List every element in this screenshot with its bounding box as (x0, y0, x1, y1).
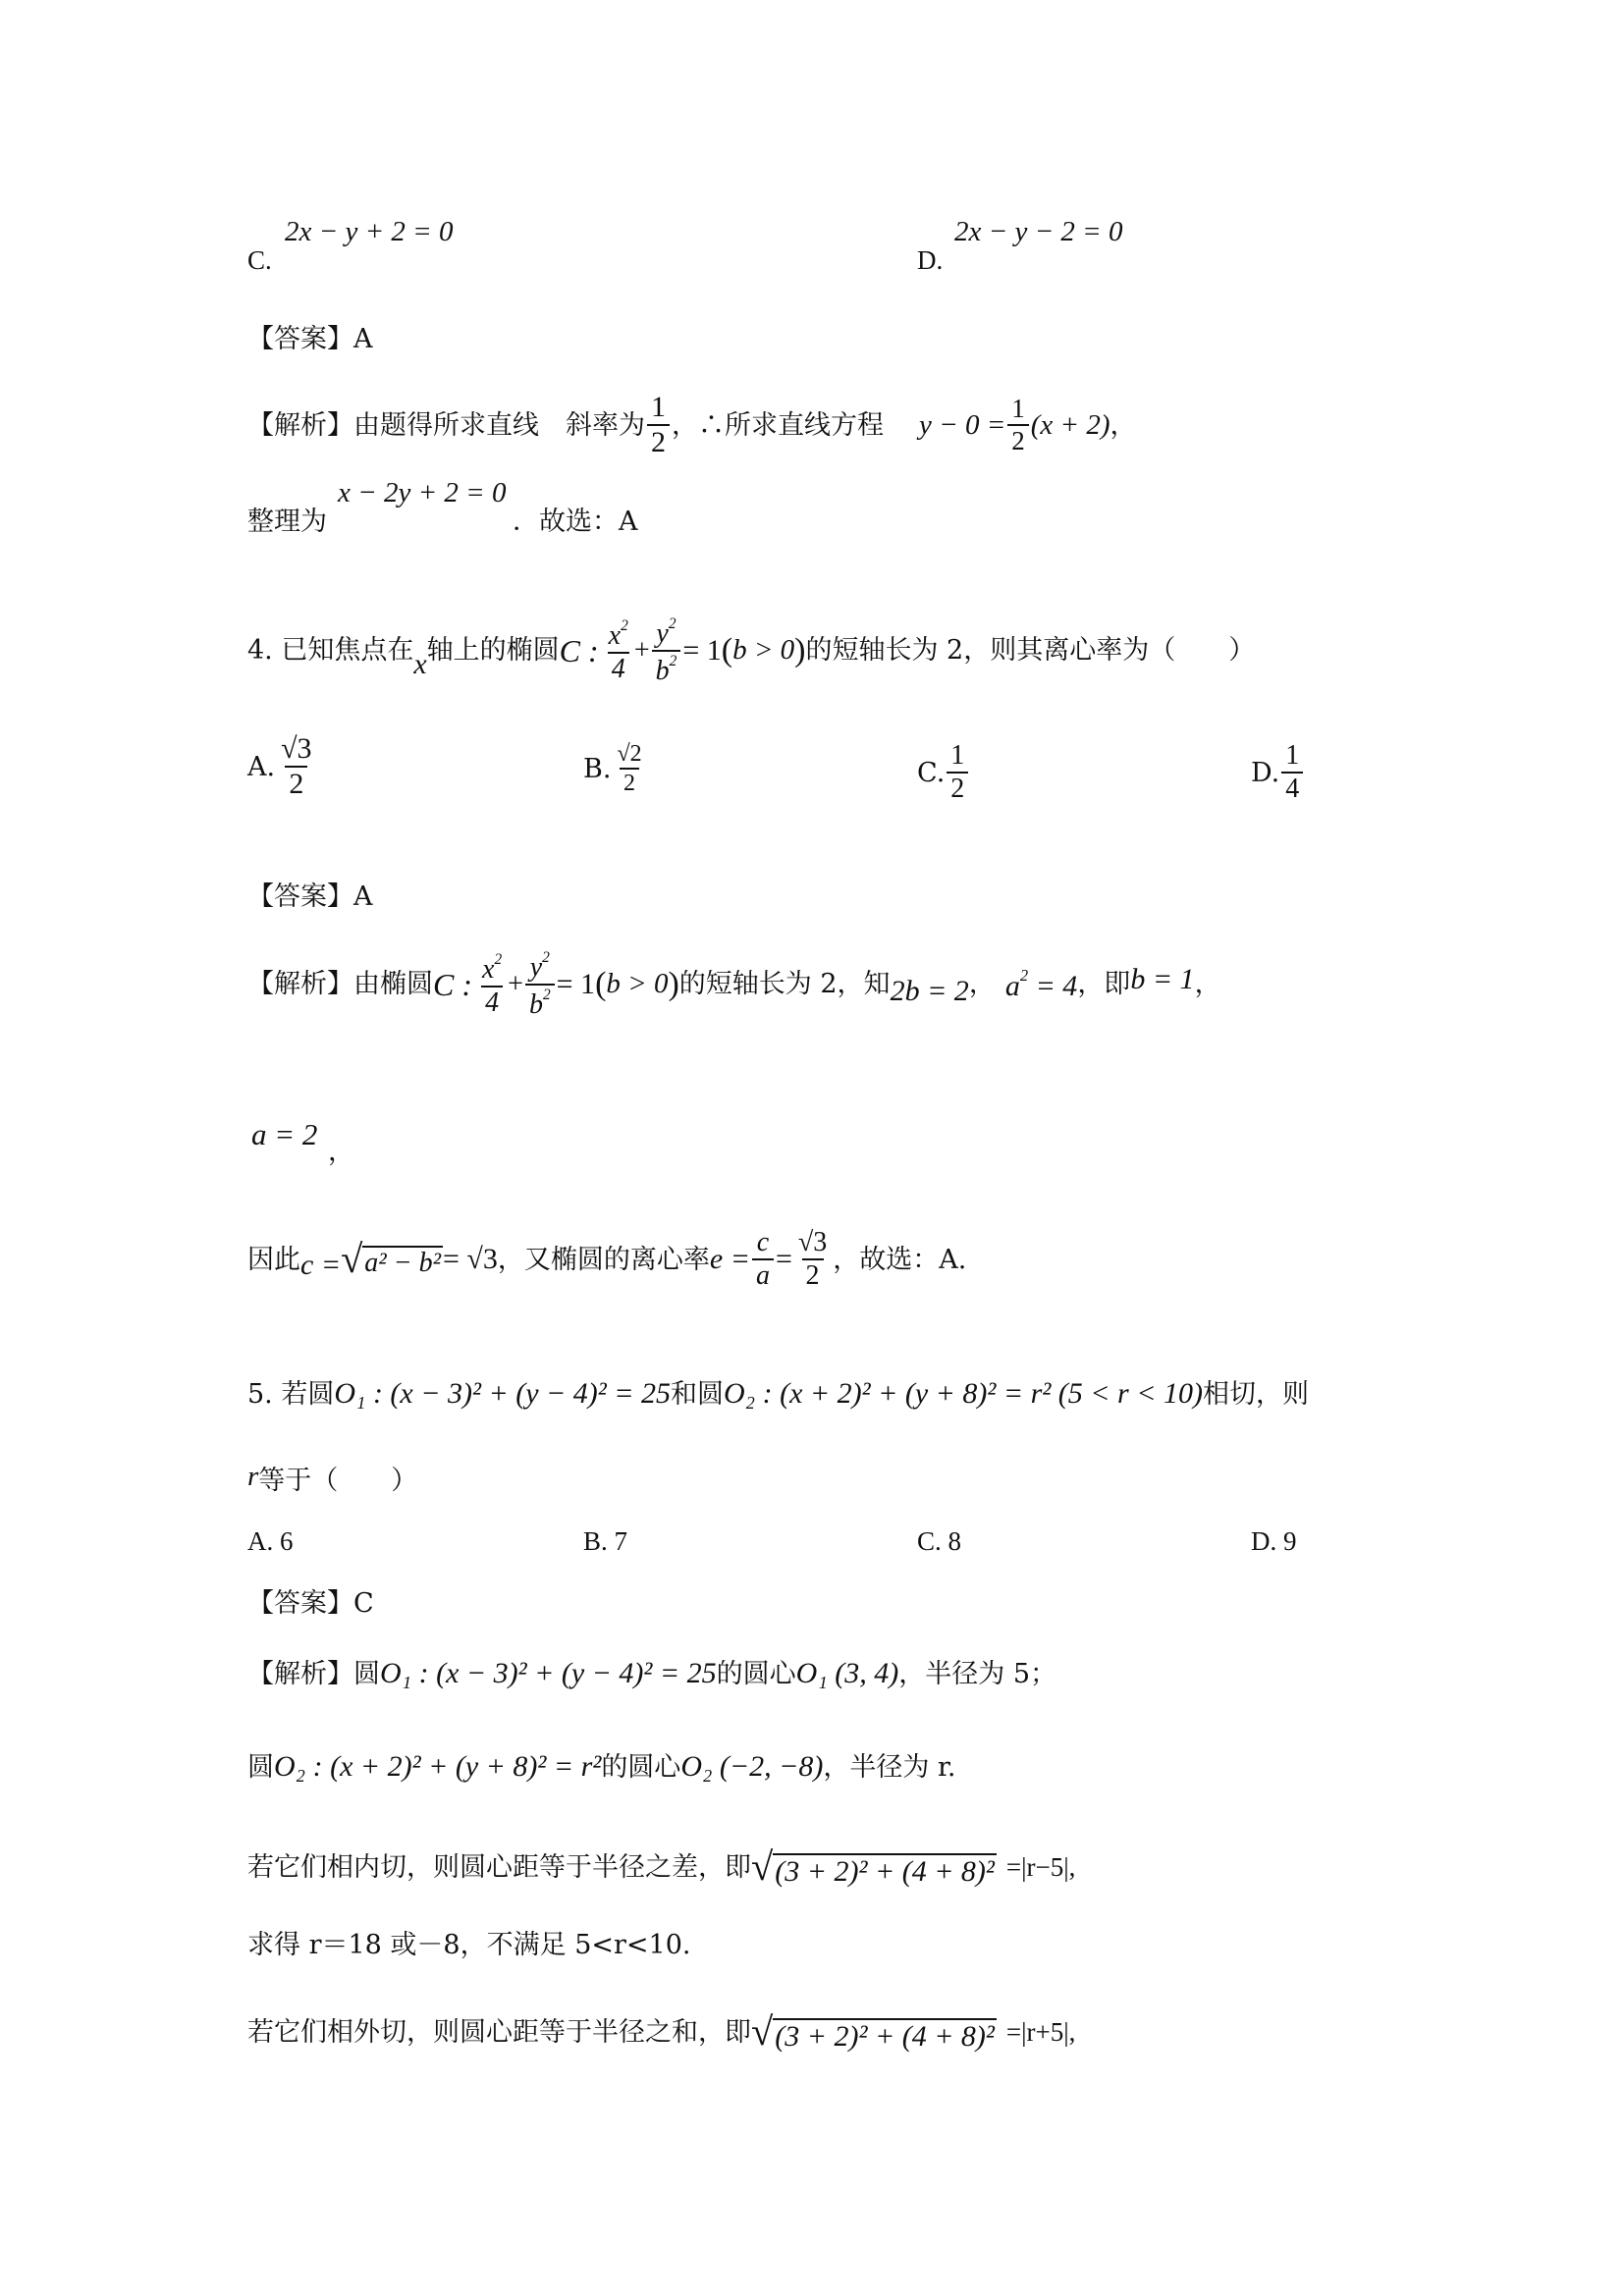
analysis-tag: 【解析】 (247, 969, 353, 1000)
condition: b > 0 (606, 968, 669, 1000)
fraction-denominator: 2 (620, 768, 639, 795)
fraction-x2-4: $\frac{x^2}{4}$ (608, 616, 628, 684)
analysis-text: ，又椭圆的离心率 (497, 1244, 710, 1275)
variable: a (1004, 969, 1020, 1002)
fraction-denominator: 4 (481, 986, 503, 1017)
analysis-text: 的圆心 (601, 1751, 681, 1783)
tidy-expression: x − 2y + 2 = 0 (338, 477, 507, 508)
fraction-c-a (752, 1229, 774, 1290)
option-label: C. (247, 245, 272, 275)
option-c: C. 8 (917, 1526, 962, 1556)
equation: e = (709, 1243, 750, 1275)
option-expression: 2x − y + 2 = 0 (285, 216, 454, 247)
analysis-text: 若它们相外切，则圆心距等于半径之和，即 (247, 2016, 751, 2048)
fraction-numerator: √2 (617, 741, 642, 767)
option-d (1251, 742, 1305, 803)
q5-answer: 【答案】C (247, 1588, 374, 1619)
stem-text: 5. 若圆 (247, 1378, 335, 1410)
equation-rhs: = 4 (1028, 969, 1078, 1002)
option-label: A. (247, 751, 276, 782)
punctuation: ， (328, 1137, 354, 1167)
fraction-denominator: 2 (802, 1258, 824, 1290)
punctuation: ， (968, 969, 996, 1000)
analysis-text: 圆 (353, 1658, 380, 1689)
fraction-denominator: 2 (647, 424, 670, 457)
q5-analysis-line1 (247, 1659, 1056, 1688)
option-label: D. (917, 245, 944, 275)
circle-equation: O₂ : (x + 2)² + (y + 8)² = r² (5 < r < 10) (724, 1377, 1203, 1410)
q4-analysis: 【解析】 由椭圆 C : $\frac{x^2}{4}$ + $\frac{y^2}{b^2}$ = 1 ( b > 0 ) 的短轴长为 2，知 2b = 2 ， $a^2 = 4$ ，即 b = 1 ， (247, 949, 1221, 1020)
axis-variable: x (413, 647, 427, 680)
square-root: √ (3 + 2)² + (4 + 8)² (751, 2009, 995, 2054)
fraction-denominator: 2 (1007, 424, 1029, 454)
equation: b = 1 (1130, 962, 1195, 995)
slope-fraction (647, 393, 670, 457)
analysis-text: 由题得所求直线 斜率为 (353, 409, 645, 441)
equation-rhs: = 1 (556, 967, 596, 1000)
analysis-text: 的短轴长为 2，知 (678, 969, 891, 1000)
stem-text: 轴上的椭圆 (426, 635, 560, 667)
analysis-text: ，∴所求直线方程 (672, 409, 884, 441)
tidy-prefix: 整理为 (247, 507, 327, 537)
stem-text: 相切，则 (1202, 1378, 1309, 1410)
fraction-numerator: c (756, 1227, 770, 1257)
option-label: B. (583, 753, 612, 784)
line-equation: y − 0 = (919, 408, 1006, 441)
option-expression: 2x − y − 2 = 0 (954, 216, 1123, 247)
q5-analysis-line4: 求得 r＝18 或－8，不满足 5<r<10. (247, 1930, 691, 1960)
equation: = √3 (442, 1243, 498, 1275)
stem-text: 和圆 (671, 1378, 724, 1410)
tidy-suffix: ．故选：A (513, 507, 638, 537)
variable: b (655, 655, 670, 686)
circle-center: O₁ (3, 4) (795, 1657, 899, 1689)
equation: a = 2 (251, 1117, 318, 1151)
fraction-numerator: 1 (651, 391, 666, 423)
ellipse-name: C : (433, 966, 472, 1002)
option-d: D. 9 (1251, 1526, 1297, 1556)
fraction-sqrt3-2 (794, 1229, 831, 1290)
circle-equation: O₁ : (x − 3)² + (y − 4)² = 25 (380, 1657, 717, 1689)
q5-analysis-line5 (247, 2009, 1076, 2054)
variable: x (608, 619, 622, 651)
variable: y (529, 951, 543, 983)
fraction-numerator: √3 (797, 1227, 828, 1257)
q5-stem-cont (247, 1461, 418, 1496)
q3-answer: 【答案】A (247, 324, 373, 354)
equation: = (775, 1243, 792, 1275)
option-label: D. (1251, 757, 1280, 788)
q5-analysis-line2 (247, 1752, 956, 1782)
option-b (583, 742, 648, 795)
option-c (917, 742, 970, 803)
radicand: (3 + 2)² + (4 + 8)² (775, 2020, 995, 2053)
analysis-text: 因此 (247, 1244, 300, 1275)
analysis-text: ，半径为 r. (823, 1751, 956, 1783)
punctuation: ， (1110, 409, 1137, 441)
variable: b (528, 988, 543, 1020)
square-root: √ a² − b² (341, 1236, 441, 1281)
fraction-numerator: 1 (1285, 740, 1300, 771)
fraction-y2-b2: $\frac{y^2}{b^2}$ (525, 950, 555, 1019)
q4-answer: 【答案】A (247, 881, 373, 912)
equation: c = (300, 1249, 342, 1281)
circle-equation: O₁ : (x − 3)² + (y − 4)² = 25 (334, 1377, 671, 1410)
q4-conclusion (247, 1229, 966, 1290)
fraction-x2-4: $\frac{x^2}{4}$ (482, 950, 503, 1018)
fraction-numerator: 1 (950, 740, 965, 771)
analysis-tag: 【解析】 (247, 409, 353, 441)
analysis-text: 圆 (247, 1751, 274, 1783)
fraction-numerator: 1 (1011, 394, 1025, 423)
ellipse-name: C : (559, 632, 599, 668)
q4-stem: 4. 已知焦点在 x 轴上的椭圆 C : $\frac{x^2}{4}$ + $\frac{y^2}{b^2}$ = 1 ( b > 0 ) 的短轴长为 2，则其离心率为（ ） (247, 615, 1256, 686)
variable: r (247, 1461, 259, 1492)
circle-center: O₂ (−2, −8) (680, 1750, 824, 1783)
fraction-denominator: a (752, 1258, 774, 1290)
punctuation: ，即 (1077, 969, 1131, 1000)
fraction-denominator: 2 (285, 766, 307, 799)
analysis-text: =|r−5|, (1005, 1851, 1076, 1882)
radicand: (3 + 2)² + (4 + 8)² (775, 1855, 995, 1888)
analysis-text: 的圆心 (716, 1658, 796, 1689)
analysis-text: ，故选：A. (833, 1244, 967, 1275)
option-b: B. 7 (583, 1526, 628, 1556)
equation: 2b = 2 (890, 974, 969, 1007)
option-label: C. (917, 757, 946, 788)
line-equation-rhs: (x + 2) (1030, 408, 1110, 441)
q3-analysis (247, 393, 1137, 457)
analysis-text: =|r+5|, (1005, 2016, 1076, 2047)
analysis-text: 由椭圆 (353, 969, 433, 1000)
option-a (247, 734, 318, 799)
stem-text: 的短轴长为 2，则其离心率为（ ） (805, 635, 1256, 667)
q5-analysis-line3 (247, 1844, 1076, 1889)
radicand: a² − b² (364, 1247, 441, 1278)
stem-text: 等于（ ） (258, 1466, 418, 1496)
condition: b > 0 (732, 634, 795, 667)
fraction-denominator: 4 (608, 652, 629, 683)
fraction-denominator: 4 (1281, 772, 1303, 803)
analysis-tag: 【解析】 (247, 1658, 353, 1689)
circle-equation: O₂ : (x + 2)² + (y + 8)² = r² (274, 1750, 602, 1783)
equation-fraction (1007, 396, 1029, 454)
equation-rhs: = 1 (682, 633, 722, 667)
punctuation: ， (1194, 969, 1221, 1000)
analysis-text: 若它们相内切，则圆心距等于半径之差，即 (247, 1851, 751, 1883)
square-root: √ (3 + 2)² + (4 + 8)² (751, 1844, 995, 1889)
variable: y (656, 617, 669, 649)
option-a: A. 6 (247, 1526, 294, 1556)
q5-stem (247, 1379, 1309, 1409)
fraction-denominator: 2 (947, 772, 968, 803)
fraction-numerator: √3 (281, 732, 312, 765)
stem-text: 4. 已知焦点在 (247, 635, 414, 667)
analysis-text: ，半径为 5； (898, 1658, 1056, 1689)
equation: $a^2 = 4$ (1004, 965, 1078, 1002)
fraction-y2-b2: $\frac{y^2}{b^2}$ (652, 616, 681, 685)
variable: x (482, 953, 495, 985)
